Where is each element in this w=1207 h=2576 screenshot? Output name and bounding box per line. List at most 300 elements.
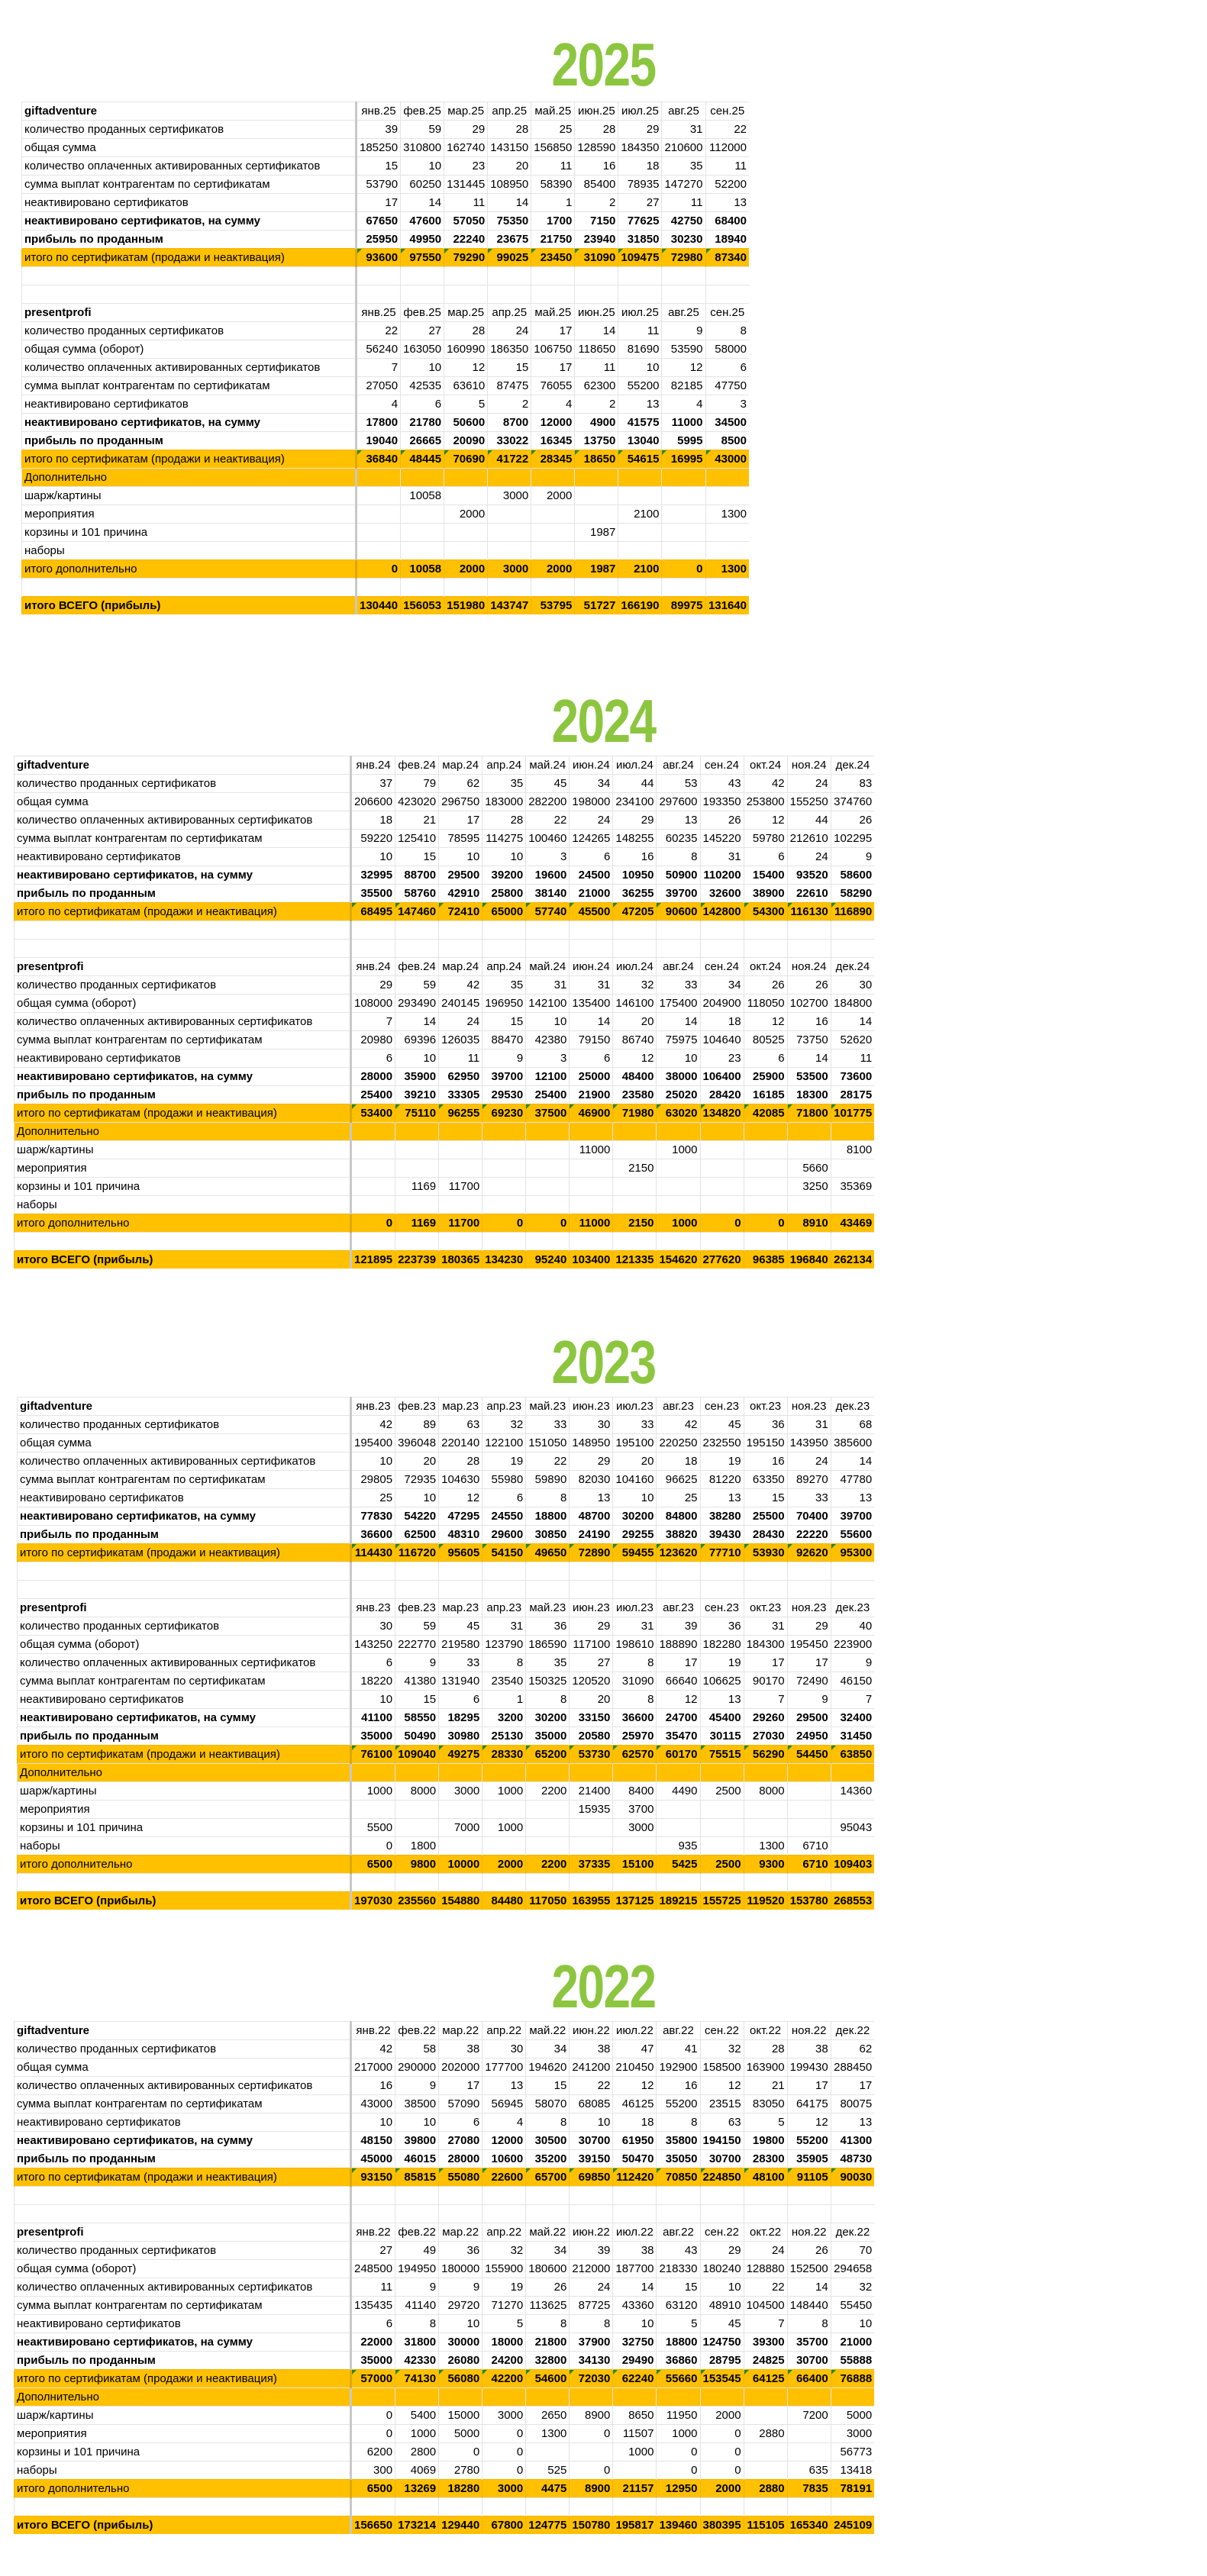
cell-value[interactable] — [488, 524, 531, 542]
cell-value[interactable]: 15935 — [570, 1801, 613, 1819]
cell-value[interactable]: сен.22 — [700, 2223, 744, 2242]
cell-value[interactable]: 212610 — [787, 830, 831, 848]
cell-value[interactable] — [482, 2388, 526, 2407]
cell-value[interactable] — [662, 469, 705, 487]
cell-value[interactable]: 57000 — [351, 2370, 395, 2388]
cell-value[interactable]: 20 — [613, 1013, 657, 1031]
row-label[interactable]: неактивировано сертификатов — [15, 2315, 351, 2333]
cell-value[interactable] — [613, 1178, 657, 1196]
cell-value[interactable] — [700, 2388, 744, 2407]
cell-value[interactable]: 25950 — [357, 231, 401, 249]
cell-value[interactable]: 46125 — [613, 2095, 657, 2113]
cell-value[interactable]: 11 — [531, 157, 575, 176]
cell-value[interactable] — [439, 2205, 482, 2223]
cell-value[interactable]: 95605 — [439, 1544, 482, 1562]
cell-value[interactable] — [787, 2388, 831, 2407]
cell-value[interactable]: 39200 — [482, 866, 526, 885]
row-label[interactable]: количество проданных сертификатов — [15, 2242, 351, 2260]
cell-value[interactable]: 0 — [526, 1214, 570, 1233]
cell-value[interactable]: 5 — [482, 2315, 526, 2333]
cell-value[interactable]: 58550 — [395, 1709, 439, 1727]
row-label[interactable]: количество оплаченных активированных сертификатов — [15, 2278, 351, 2297]
cell-value[interactable]: 11 — [618, 322, 662, 340]
cell-value[interactable]: 30 — [351, 1617, 395, 1636]
cell-value[interactable]: 103400 — [570, 1251, 613, 1269]
cell-value[interactable]: 19 — [482, 2278, 526, 2297]
cell-value[interactable]: 11 — [575, 359, 618, 377]
cell-value[interactable]: 296750 — [439, 793, 482, 811]
cell-value[interactable]: 29500 — [787, 1709, 831, 1727]
cell-value[interactable]: 134820 — [700, 1104, 744, 1123]
cell-value[interactable] — [351, 1874, 395, 1892]
cell-value[interactable]: 23540 — [482, 1672, 526, 1691]
cell-value[interactable] — [657, 2205, 700, 2223]
cell-value[interactable]: 72980 — [662, 249, 705, 267]
cell-value[interactable]: 13 — [482, 2077, 526, 2095]
cell-value[interactable]: 2000 — [444, 505, 488, 524]
row-label[interactable]: общая сумма — [15, 2059, 351, 2077]
cell-value[interactable]: 49650 — [526, 1544, 570, 1562]
cell-value[interactable]: 25900 — [744, 1068, 787, 1086]
row-label[interactable]: итого ВСЕГО (прибыль) — [15, 2516, 351, 2535]
cell-value[interactable]: 41 — [657, 2040, 700, 2059]
cell-value[interactable]: 23940 — [575, 231, 618, 249]
row-label[interactable]: Дополнительно — [18, 1764, 351, 1782]
cell-value[interactable] — [831, 940, 874, 958]
cell-value[interactable]: июн.23 — [570, 1599, 613, 1617]
cell-value[interactable]: 77625 — [618, 212, 662, 231]
row-label[interactable]: прибыль по проданным — [22, 432, 357, 450]
cell-value[interactable]: 6 — [439, 1691, 482, 1709]
cell-value[interactable]: 11700 — [439, 1214, 482, 1233]
cell-value[interactable]: 17 — [787, 2077, 831, 2095]
cell-value[interactable]: 42 — [351, 2040, 395, 2059]
cell-value[interactable]: 16 — [657, 2077, 700, 2095]
cell-value[interactable]: 29 — [613, 811, 657, 830]
cell-value[interactable]: 184300 — [744, 1636, 787, 1654]
cell-value[interactable]: 29 — [787, 1617, 831, 1636]
cell-value[interactable]: 219580 — [439, 1636, 482, 1654]
cell-value[interactable]: 192900 — [657, 2059, 700, 2077]
cell-value[interactable] — [439, 1196, 482, 1214]
cell-value[interactable]: 128880 — [744, 2260, 787, 2278]
cell-value[interactable] — [831, 1562, 874, 1581]
cell-value[interactable]: 0 — [700, 1214, 744, 1233]
cell-value[interactable]: 68085 — [570, 2095, 613, 2113]
cell-value[interactable]: 160990 — [444, 340, 488, 359]
cell-value[interactable]: 22 — [570, 2077, 613, 2095]
cell-value[interactable]: 42380 — [526, 1031, 570, 1049]
row-label[interactable]: неактивировано сертификатов, на сумму — [15, 2132, 351, 2150]
cell-value[interactable]: 220140 — [439, 1434, 482, 1452]
cell-value[interactable]: 25400 — [526, 1086, 570, 1104]
cell-value[interactable]: 39800 — [395, 2132, 439, 2150]
row-label[interactable]: итого по сертификатам (продажи и неактивация) — [15, 903, 351, 921]
cell-value[interactable]: 68400 — [705, 212, 749, 231]
cell-value[interactable]: 199430 — [787, 2059, 831, 2077]
cell-value[interactable]: 32 — [613, 976, 657, 995]
row-label[interactable] — [15, 2187, 351, 2205]
cell-value[interactable] — [705, 469, 749, 487]
cell-value[interactable]: 13 — [657, 811, 700, 830]
cell-value[interactable]: 1 — [531, 194, 575, 212]
cell-value[interactable]: 143250 — [351, 1636, 395, 1654]
cell-value[interactable]: 101775 — [831, 1104, 874, 1123]
cell-value[interactable]: 36 — [526, 1617, 570, 1636]
cell-value[interactable]: 33150 — [570, 1709, 613, 1727]
cell-value[interactable]: 1000 — [657, 1141, 700, 1159]
row-label[interactable]: итого ВСЕГО (прибыль) — [18, 1892, 351, 1910]
cell-value[interactable] — [705, 285, 749, 304]
row-label[interactable]: presentprofi — [15, 2223, 351, 2242]
row-label[interactable]: итого по сертификатам (продажи и неактивация) — [15, 2370, 351, 2388]
cell-value[interactable]: 15 — [482, 1013, 526, 1031]
cell-value[interactable]: 56773 — [831, 2443, 874, 2462]
row-label[interactable]: неактивировано сертификатов, на сумму — [18, 1709, 351, 1727]
row-label[interactable]: сумма выплат контрагентам по сертификатам — [15, 2297, 351, 2315]
cell-value[interactable]: 38500 — [395, 2095, 439, 2113]
cell-value[interactable]: 71980 — [613, 1104, 657, 1123]
cell-value[interactable]: 63 — [700, 2113, 744, 2132]
cell-value[interactable]: 25400 — [351, 1086, 395, 1104]
cell-value[interactable] — [526, 1141, 570, 1159]
cell-value[interactable]: 24 — [787, 775, 831, 793]
cell-value[interactable]: 84480 — [482, 1892, 526, 1910]
cell-value[interactable]: 18940 — [705, 231, 749, 249]
cell-value[interactable] — [482, 1123, 526, 1141]
cell-value[interactable]: 30980 — [439, 1727, 482, 1746]
cell-value[interactable]: 63850 — [831, 1746, 874, 1764]
cell-value[interactable]: окт.23 — [744, 1599, 787, 1617]
cell-value[interactable] — [570, 2388, 613, 2407]
cell-value[interactable] — [357, 487, 401, 505]
cell-value[interactable] — [831, 1837, 874, 1855]
cell-value[interactable]: 16345 — [531, 432, 575, 450]
cell-value[interactable]: 36860 — [657, 2352, 700, 2370]
cell-value[interactable] — [395, 1874, 439, 1892]
cell-value[interactable]: 62570 — [613, 1746, 657, 1764]
cell-value[interactable]: 30 — [482, 2040, 526, 2059]
row-label[interactable]: итого ВСЕГО (прибыль) — [22, 597, 357, 615]
cell-value[interactable]: 310800 — [401, 139, 444, 157]
cell-value[interactable]: 96255 — [439, 1104, 482, 1123]
cell-value[interactable]: 12000 — [482, 2132, 526, 2150]
cell-value[interactable]: 288450 — [831, 2059, 874, 2077]
cell-value[interactable]: 41140 — [395, 2297, 439, 2315]
cell-value[interactable]: 66400 — [787, 2370, 831, 2388]
row-label[interactable]: наборы — [15, 2462, 351, 2480]
cell-value[interactable]: 2780 — [439, 2462, 482, 2480]
cell-value[interactable]: 8 — [395, 2315, 439, 2333]
cell-value[interactable]: 9800 — [395, 1855, 439, 1874]
cell-value[interactable]: 195450 — [787, 1636, 831, 1654]
cell-value[interactable]: 24 — [439, 1013, 482, 1031]
cell-value[interactable]: 73600 — [831, 1068, 874, 1086]
cell-value[interactable]: 131445 — [444, 176, 488, 194]
cell-value[interactable]: 50600 — [444, 414, 488, 432]
cell-value[interactable]: 14 — [657, 1013, 700, 1031]
row-label[interactable]: сумма выплат контрагентам по сертификатам — [18, 1672, 351, 1691]
cell-value[interactable] — [700, 940, 744, 958]
cell-value[interactable]: авг.24 — [657, 958, 700, 976]
cell-value[interactable] — [575, 285, 618, 304]
cell-value[interactable]: 1000 — [482, 1782, 526, 1801]
cell-value[interactable]: фев.25 — [401, 304, 444, 322]
cell-value[interactable] — [657, 2388, 700, 2407]
cell-value[interactable]: 130440 — [357, 597, 401, 615]
cell-value[interactable] — [744, 1819, 787, 1837]
cell-value[interactable]: 212000 — [570, 2260, 613, 2278]
cell-value[interactable]: 77830 — [351, 1507, 395, 1526]
cell-value[interactable] — [482, 1581, 526, 1599]
row-label[interactable]: неактивировано сертификатов, на сумму — [15, 1068, 351, 1086]
cell-value[interactable]: 81220 — [700, 1471, 744, 1489]
cell-value[interactable]: 6 — [705, 359, 749, 377]
cell-value[interactable]: 92620 — [787, 1544, 831, 1562]
cell-value[interactable] — [618, 487, 662, 505]
cell-value[interactable]: 2880 — [744, 2480, 787, 2498]
cell-value[interactable]: 2000 — [700, 2480, 744, 2498]
cell-value[interactable]: 2500 — [700, 1855, 744, 1874]
cell-value[interactable] — [618, 542, 662, 560]
cell-value[interactable]: 34 — [526, 2242, 570, 2260]
cell-value[interactable]: 47205 — [613, 903, 657, 921]
cell-value[interactable]: 195150 — [744, 1434, 787, 1452]
cell-value[interactable]: 32600 — [700, 885, 744, 903]
cell-value[interactable] — [744, 1178, 787, 1196]
row-label[interactable]: шарж/картины — [15, 2407, 351, 2425]
cell-value[interactable]: 25000 — [570, 1068, 613, 1086]
cell-value[interactable]: 57740 — [526, 903, 570, 921]
cell-value[interactable] — [395, 1819, 439, 1837]
cell-value[interactable]: 88700 — [395, 866, 439, 885]
cell-value[interactable]: 66640 — [657, 1672, 700, 1691]
row-label[interactable]: шарж/картины — [15, 1141, 351, 1159]
cell-value[interactable]: 6 — [744, 848, 787, 866]
cell-value[interactable]: 10 — [401, 157, 444, 176]
cell-value[interactable] — [831, 1233, 874, 1251]
cell-value[interactable]: 10 — [439, 848, 482, 866]
cell-value[interactable]: 58000 — [705, 340, 749, 359]
cell-value[interactable] — [531, 524, 575, 542]
cell-value[interactable]: 29490 — [613, 2352, 657, 2370]
row-label[interactable]: неактивировано сертификатов — [22, 395, 357, 414]
cell-value[interactable]: окт.23 — [744, 1398, 787, 1416]
cell-value[interactable]: 282200 — [526, 793, 570, 811]
cell-value[interactable] — [700, 1874, 744, 1892]
cell-value[interactable]: 72490 — [787, 1672, 831, 1691]
cell-value[interactable]: 69230 — [482, 1104, 526, 1123]
cell-value[interactable] — [744, 2407, 787, 2425]
cell-value[interactable]: 46900 — [570, 1104, 613, 1123]
cell-value[interactable]: апр.22 — [482, 2022, 526, 2040]
cell-value[interactable]: июл.23 — [613, 1398, 657, 1416]
row-label[interactable]: итого дополнительно — [22, 560, 357, 579]
cell-value[interactable] — [618, 524, 662, 542]
cell-value[interactable]: авг.22 — [657, 2223, 700, 2242]
cell-value[interactable]: 22240 — [444, 231, 488, 249]
row-label[interactable]: итого дополнительно — [18, 1855, 351, 1874]
cell-value[interactable]: 6200 — [351, 2443, 395, 2462]
cell-value[interactable] — [657, 1196, 700, 1214]
cell-value[interactable]: 1987 — [575, 560, 618, 579]
row-label[interactable]: количество оплаченных активированных сертификатов — [15, 1013, 351, 1031]
cell-value[interactable] — [570, 1233, 613, 1251]
cell-value[interactable] — [482, 1837, 526, 1855]
cell-value[interactable]: 240145 — [439, 995, 482, 1013]
cell-value[interactable]: 38900 — [744, 885, 787, 903]
cell-value[interactable]: 22 — [526, 1452, 570, 1471]
row-label[interactable]: прибыль по проданным — [15, 2352, 351, 2370]
row-label[interactable]: прибыль по проданным — [22, 231, 357, 249]
cell-value[interactable]: апр.25 — [488, 304, 531, 322]
cell-value[interactable]: 35 — [482, 775, 526, 793]
cell-value[interactable]: 154620 — [657, 1251, 700, 1269]
cell-value[interactable]: 41100 — [351, 1709, 395, 1727]
row-label[interactable]: итого по сертификатам (продажи и неактивация) — [15, 1104, 351, 1123]
cell-value[interactable] — [705, 579, 749, 597]
cell-value[interactable]: 31 — [482, 1617, 526, 1636]
cell-value[interactable]: 189215 — [657, 1892, 700, 1910]
cell-value[interactable]: 24200 — [482, 2352, 526, 2370]
cell-value[interactable]: 152500 — [787, 2260, 831, 2278]
row-label[interactable]: количество проданных сертификатов — [15, 2040, 351, 2059]
cell-value[interactable] — [744, 921, 787, 940]
cell-value[interactable]: 29 — [570, 1452, 613, 1471]
cell-value[interactable]: 82030 — [570, 1471, 613, 1489]
cell-value[interactable]: 143747 — [488, 597, 531, 615]
row-label[interactable]: количество проданных сертификатов — [22, 322, 357, 340]
cell-value[interactable]: 31450 — [831, 1727, 874, 1746]
cell-value[interactable] — [657, 1874, 700, 1892]
cell-value[interactable]: 3000 — [439, 1782, 482, 1801]
cell-value[interactable] — [700, 1141, 744, 1159]
cell-value[interactable] — [351, 1178, 395, 1196]
cell-value[interactable]: 39700 — [657, 885, 700, 903]
cell-value[interactable]: 76888 — [831, 2370, 874, 2388]
cell-value[interactable] — [395, 2205, 439, 2223]
cell-value[interactable] — [351, 1233, 395, 1251]
cell-value[interactable] — [787, 1874, 831, 1892]
cell-value[interactable]: 10600 — [482, 2150, 526, 2168]
cell-value[interactable]: мар.25 — [444, 102, 488, 121]
cell-value[interactable]: 175400 — [657, 995, 700, 1013]
cell-value[interactable]: июн.25 — [575, 304, 618, 322]
cell-value[interactable]: фев.24 — [395, 958, 439, 976]
cell-value[interactable]: 61950 — [613, 2132, 657, 2150]
cell-value[interactable]: 148440 — [787, 2297, 831, 2315]
cell-value[interactable] — [526, 2498, 570, 2516]
cell-value[interactable] — [482, 1233, 526, 1251]
cell-value[interactable]: 13418 — [831, 2462, 874, 2480]
cell-value[interactable]: 30700 — [570, 2132, 613, 2150]
cell-value[interactable]: 16 — [351, 2077, 395, 2095]
cell-value[interactable]: 0 — [700, 2425, 744, 2443]
row-label[interactable]: сумма выплат контрагентам по сертификатам — [22, 176, 357, 194]
cell-value[interactable]: 1300 — [526, 2425, 570, 2443]
cell-value[interactable]: ноя.22 — [787, 2022, 831, 2040]
cell-value[interactable]: 60250 — [401, 176, 444, 194]
cell-value[interactable]: 1169 — [395, 1178, 439, 1196]
cell-value[interactable]: 139460 — [657, 2516, 700, 2535]
cell-value[interactable]: 2 — [488, 395, 531, 414]
cell-value[interactable]: 49950 — [401, 231, 444, 249]
row-label[interactable]: количество проданных сертификатов — [22, 121, 357, 139]
cell-value[interactable] — [744, 1141, 787, 1159]
cell-value[interactable]: июн.22 — [570, 2223, 613, 2242]
cell-value[interactable]: 104500 — [744, 2297, 787, 2315]
row-label[interactable]: итого ВСЕГО (прибыль) — [15, 1251, 351, 1269]
cell-value[interactable]: 41722 — [488, 450, 531, 469]
cell-value[interactable]: сен.25 — [705, 102, 749, 121]
cell-value[interactable]: 33 — [657, 976, 700, 995]
cell-value[interactable]: 77710 — [700, 1544, 744, 1562]
cell-value[interactable]: 41380 — [395, 1672, 439, 1691]
cell-value[interactable]: 29720 — [439, 2297, 482, 2315]
cell-value[interactable]: 38 — [613, 2242, 657, 2260]
cell-value[interactable]: 75350 — [488, 212, 531, 231]
cell-value[interactable]: 31 — [700, 848, 744, 866]
cell-value[interactable]: 43 — [657, 2242, 700, 2260]
cell-value[interactable]: 11000 — [570, 1141, 613, 1159]
row-label[interactable]: общая сумма (оборот) — [22, 340, 357, 359]
cell-value[interactable]: 42 — [351, 1416, 395, 1434]
cell-value[interactable]: 83 — [831, 775, 874, 793]
cell-value[interactable]: 147270 — [662, 176, 705, 194]
cell-value[interactable]: 34500 — [705, 414, 749, 432]
cell-value[interactable]: 13 — [700, 1691, 744, 1709]
cell-value[interactable]: 935 — [657, 1837, 700, 1855]
row-label[interactable] — [15, 1233, 351, 1251]
cell-value[interactable]: 163900 — [744, 2059, 787, 2077]
cell-value[interactable]: 8 — [482, 1654, 526, 1672]
cell-value[interactable]: 63020 — [657, 1104, 700, 1123]
cell-value[interactable]: 8700 — [488, 414, 531, 432]
cell-value[interactable]: 76100 — [351, 1746, 395, 1764]
cell-value[interactable]: 39430 — [700, 1526, 744, 1544]
cell-value[interactable] — [700, 1837, 744, 1855]
row-label[interactable]: giftadventure — [15, 756, 351, 775]
cell-value[interactable]: 58 — [395, 2040, 439, 2059]
cell-value[interactable]: 28420 — [700, 1086, 744, 1104]
cell-value[interactable]: 116720 — [395, 1544, 439, 1562]
cell-value[interactable] — [570, 2498, 613, 2516]
cell-value[interactable]: 18800 — [657, 2333, 700, 2352]
cell-value[interactable]: 24550 — [482, 1507, 526, 1526]
cell-value[interactable]: 26 — [787, 976, 831, 995]
cell-value[interactable]: 12 — [700, 2077, 744, 2095]
cell-value[interactable] — [395, 1141, 439, 1159]
cell-value[interactable]: фев.25 — [401, 102, 444, 121]
cell-value[interactable]: 11 — [705, 157, 749, 176]
cell-value[interactable]: ноя.22 — [787, 2223, 831, 2242]
cell-value[interactable]: 42 — [744, 775, 787, 793]
cell-value[interactable]: 2000 — [444, 560, 488, 579]
cell-value[interactable]: авг.25 — [662, 102, 705, 121]
cell-value[interactable] — [787, 2498, 831, 2516]
cell-value[interactable]: 24500 — [570, 866, 613, 885]
cell-value[interactable]: 6500 — [351, 1855, 395, 1874]
cell-value[interactable]: 79150 — [570, 1031, 613, 1049]
cell-value[interactable]: мар.23 — [439, 1599, 482, 1617]
row-label[interactable]: количество проданных сертификатов — [15, 775, 351, 793]
cell-value[interactable]: 70400 — [787, 1507, 831, 1526]
cell-value[interactable]: 23515 — [700, 2095, 744, 2113]
cell-value[interactable]: 15 — [657, 2278, 700, 2297]
cell-value[interactable]: 24700 — [657, 1709, 700, 1727]
cell-value[interactable]: 134230 — [482, 1251, 526, 1269]
cell-value[interactable]: 24 — [744, 2242, 787, 2260]
